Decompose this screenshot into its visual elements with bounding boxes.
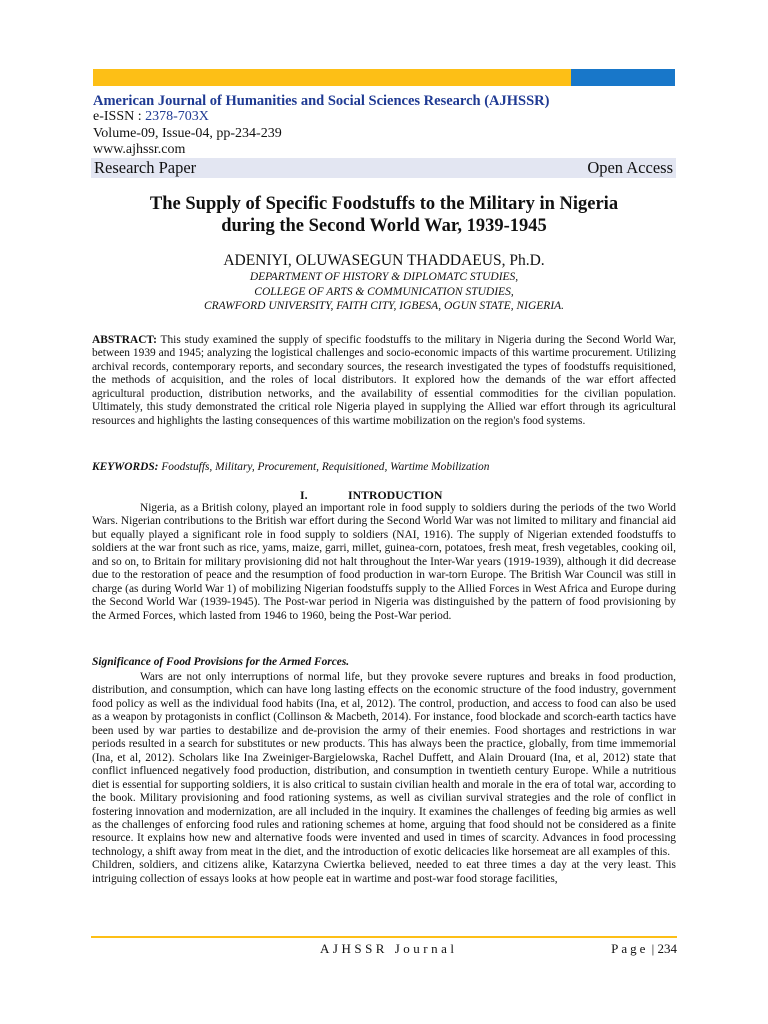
paper-type: Research Paper: [94, 158, 197, 177]
access-type: Open Access: [587, 158, 673, 177]
title-line-1: The Supply of Specific Foodstuffs to the Military in Nigeria: [149, 194, 619, 214]
header-color-bar: [93, 69, 675, 86]
title-line-2: during the Second World War, 1939-1945: [221, 216, 547, 236]
abstract-text: This study examined the supply of specific foodstuffs to the military in Nigeria during the Second World War, between 1939 and 1945; analyzing the logistical challenges and socio-economic impacts of this wartime procurement. Utilizing archival records, contemporary reports, and secondary sources, the research investigated the types of foodstuffs requisitioned, the methods of acquisition, and the roles of local distributors. It explored how the demands of the war effort affected agricultural production, distribution networks, and the availability of essential commodities for the civilian population. Ultimately, this study demonstrated the critical role Nigeria played in supplying the Allied war effort through its agricultural resources and highlights the lasting consequences of this wartime mobilization on the region's food systems.: [92, 334, 676, 427]
author-name: ADENIYI, OLUWASEGUN THADDAEUS, Ph.D.: [223, 252, 545, 269]
keywords-text: Foodstuffs, Military, Procurement, Requisitioned, Wartime Mobilization: [158, 461, 490, 473]
author-affiliation: [60, 270, 708, 314]
issn-line: [93, 109, 209, 125]
paper-title: [60, 193, 708, 237]
page-label: Page: [611, 941, 649, 956]
header-bar-gold: [93, 69, 571, 86]
keywords: [92, 461, 489, 473]
paper-type-banner: [91, 158, 676, 178]
footer-journal: AJHSSR Journal: [320, 941, 458, 956]
footer-page: [611, 941, 677, 957]
volume-info: Volume-09, Issue-04, pp-234-239: [93, 126, 282, 141]
section-heading-introduction: [300, 488, 442, 503]
abstract-label: ABSTRACT:: [92, 334, 157, 346]
footer-rule: [91, 936, 677, 938]
issn-label: e-ISSN :: [93, 109, 146, 124]
journal-website: www.ajhssr.com: [93, 142, 186, 157]
issn-number: 2378-703X: [145, 109, 209, 124]
page-number: 234: [657, 941, 677, 956]
page-separator: |: [648, 941, 658, 956]
subsection-heading: Significance of Food Provisions for the Armed Forces.: [92, 656, 350, 668]
significance-body: [92, 671, 676, 886]
paragraph: Wars are not only interruptions of normal life, but they provoke severe ruptures and breaks in food production, distribution, and consumption, which can have long lasting effects on the economic structure of the food industry, government food policy as well as the individual food habits (Ina, et al, 2012). The control, production, and access to food can also be used as a weapon by protagonists in conflict (Collinson & Macbeth, 2014). For instance, food blockade and scorch-earth tactics have been used by war parties to destabilize and de-provision the army of their enemies. Food shortages and restrictions in war periods resulted in a search for substitutes or new products. This has always been the practice, globally, from time immemorial (Ina, et al, 2012). Scholars like Ina Zweiniger-Bargielowska, Rachel Duffett, and Alain Drouard (Ina, et al, 2012) state that conflict influenced negatively food production, distribution, and consumption in twentieth century Europe. While a nutritious diet is essential for supporting soldiers, it is also critical to sustain civilian health and morale in the era of total war, according to the book. Military provisioning and food rationing systems, as well as civilian survival strategies and the role of conflict in fostering innovation and modernization, are all included in the inquiry. It examines the challenges of feeding big armies as well as the challenges of enforcing food rules and rationing schemes at home, arguing that food should not be considered as a finite resource. It explains how new and alternative foods were invented and used in times of scarcity. Advances in food processing technology, a shift away from meat in the diet, and the introduction of exotic delicacies like horsemeat are all examples of this.: [92, 671, 676, 858]
introduction-body: [92, 502, 676, 623]
paragraph: Children, soldiers, and citizens alike, Katarzyna Cwiertka believed, needed to eat three times a day at the very least. This intriguing collection of essays looks at how people eat in wartime and post-war food storage facilities,: [92, 859, 676, 885]
affiliation-line: COLLEGE OF ARTS & COMMUNICATION STUDIES,: [254, 285, 514, 298]
section-number: I.: [300, 488, 308, 502]
journal-name: American Journal of Humanities and Social Sciences Research (AJHSSR): [93, 93, 550, 109]
paragraph: Nigeria, as a British colony, played an important role in food supply to soldiers during the periods of the two World Wars. Nigerian contributions to the British war effort during the Second World War was not limited to military and financial aid but equally played a significant role in food supply to soldiers (NAI, 1916). The supply of Nigerian extended foodstuffs to soldiers at the war front such as rice, yams, maize, garri, millet, guinea-corn, potatoes, fresh meat, fresh vegetables, cooking oil, and so on, to Britain for military provisioning did not halt throughout the Inter-War years (1919-1939), although it did decrease due to the restoration of peace and the resumption of food production in war-torn Europe. The British War Council was still in charge (as during World War 1) of mobilizing Nigerian foodstuffs supply to the Allied Forces in West Africa and Europe during the Second World War (1939-1945). The Post-war period in Nigeria was distinguished by the pattern of food provisioning by the Armed Forces, which lasted from 1946 to 1960, being the Post-War period.: [92, 502, 676, 622]
affiliation-line: DEPARTMENT OF HISTORY & DIPLOMATC STUDIES,: [249, 271, 519, 283]
keywords-label: KEYWORDS:: [92, 461, 159, 473]
header-bar-blue: [571, 69, 675, 86]
affiliation-line: CRAWFORD UNIVERSITY, FAITH CITY, IGBESA, OGUN STATE, NIGERIA.: [203, 300, 565, 312]
section-title: INTRODUCTION: [348, 488, 443, 502]
abstract: [92, 334, 676, 428]
